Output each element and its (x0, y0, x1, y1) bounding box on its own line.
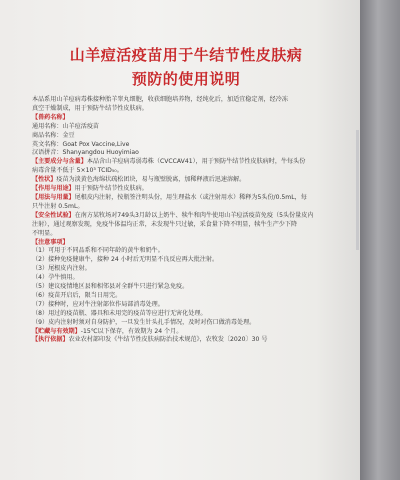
section-line: 用于预防牛结节性皮肤病。 (74, 185, 148, 193)
section-line: 病毒含量不低于 5×10³ TCID₅₀。 (32, 167, 123, 175)
section-line: （8）用过的疫苗瓶、器具和未用完的疫苗等应进行无害化处理。 (32, 309, 207, 317)
section-heading-label: 【用法与用量】 (32, 193, 75, 201)
section-heading (32, 176, 362, 185)
section-line: 商品名称：金豆 (32, 131, 75, 139)
section-heading: 【兽药名称】 (32, 113, 69, 121)
intro-line: 本品系用山羊痘病毒株接种胎羊睾丸细胞，收获细胞培养物，经纯化后，加适宜稳定剂，经冷冻 (32, 96, 288, 103)
intro-line: 真空干燥制成，用于预防牛结节性皮肤病。 (32, 104, 148, 112)
section-line: 注射），通过观察发现，免疫牛体温均正常，未发现牛只过敏，采食量下降不明显，犊牛生产少下降 (32, 220, 298, 228)
section-heading-label: 【作用与用途】 (32, 185, 75, 193)
section-line: 英文名称：Goat Pox Vaccine,Live (32, 140, 130, 148)
section-line: （6）疫苗开启后，限当日用完。 (32, 291, 122, 299)
section-heading (32, 158, 362, 167)
section-line: 通用名称：山羊痘活疫苗 (32, 122, 100, 130)
section-line: 在南方某牧场对749头3月龄以上奶牛、犊牛和肉牛使用山羊痘活疫苗免疫（5头份量皮内 (74, 211, 314, 219)
section-line: 农业农村部印发《牛结节性皮肤病防治技术规范》，农牧发〔2020〕30 号 (68, 336, 268, 344)
syringe-photo-edge (360, 0, 400, 480)
section-line: 疫苗为淡黄色海绵状疏松团块，易与瓶壁脱离，加稀释液后迅速溶解。 (56, 176, 246, 184)
section-line: 本品含山羊痘病毒弱毒株（CVCCAV41），用于预防牛结节性皮肤病时，牛每头份 (86, 158, 306, 166)
section-heading-label: 【主要成分与含量】 (32, 158, 87, 166)
section-heading-label: 【执行依据】 (32, 336, 69, 344)
section-line: （9）皮内注射时须对自身防护，一旦发生针头扎手情况，及时对伤口做消毒处理。 (32, 318, 256, 326)
section-heading-label: 【贮藏与有效期】 (32, 327, 81, 335)
section-line: -15℃以下保存，有效期为 24 个月。 (80, 327, 183, 335)
section-heading (32, 212, 362, 221)
section-line: （3）尾根皮内注射。 (32, 265, 91, 273)
section-line: （7）接种时，应对牛注射部位作局部消毒处理。 (32, 300, 164, 308)
section-heading-label: 【安全性试验】 (32, 211, 75, 219)
document-title-line-2: 预防的使用说明 (131, 70, 241, 88)
document-title-line-1: 山羊痘活疫苗用于牛结节性皮肤病 (69, 46, 303, 64)
section-heading (32, 194, 362, 203)
section-line: （2）接种免疫健康牛，接种 24 小时后无明显不良反应再大批注射。 (32, 256, 219, 264)
section-heading (32, 336, 362, 345)
section-line: 不明显。 (32, 229, 57, 237)
section-line: 只牛注射 0.5mL。 (32, 202, 84, 210)
section-heading (32, 185, 362, 194)
section-line: （4）孕牛慎用。 (32, 274, 79, 282)
section-line: 汉语拼音：Shanyangdou Huoyimiao (32, 149, 139, 157)
section-line: 尾根皮内注射，按瓶签注明头份，用生理盐水（或注射用水）稀释为5头份/0.5mL，每 (74, 193, 307, 201)
section-line: （1）可用于不同品系和不同年龄的黄牛和奶牛。 (32, 247, 164, 255)
section-heading-label: 【性状】 (32, 176, 57, 184)
section-line: （5）建议疫情地区县和相邻县对全群牛只进行紧急免疫。 (32, 283, 189, 291)
document-body (32, 96, 362, 345)
section-heading: 【注意事项】 (32, 238, 69, 246)
